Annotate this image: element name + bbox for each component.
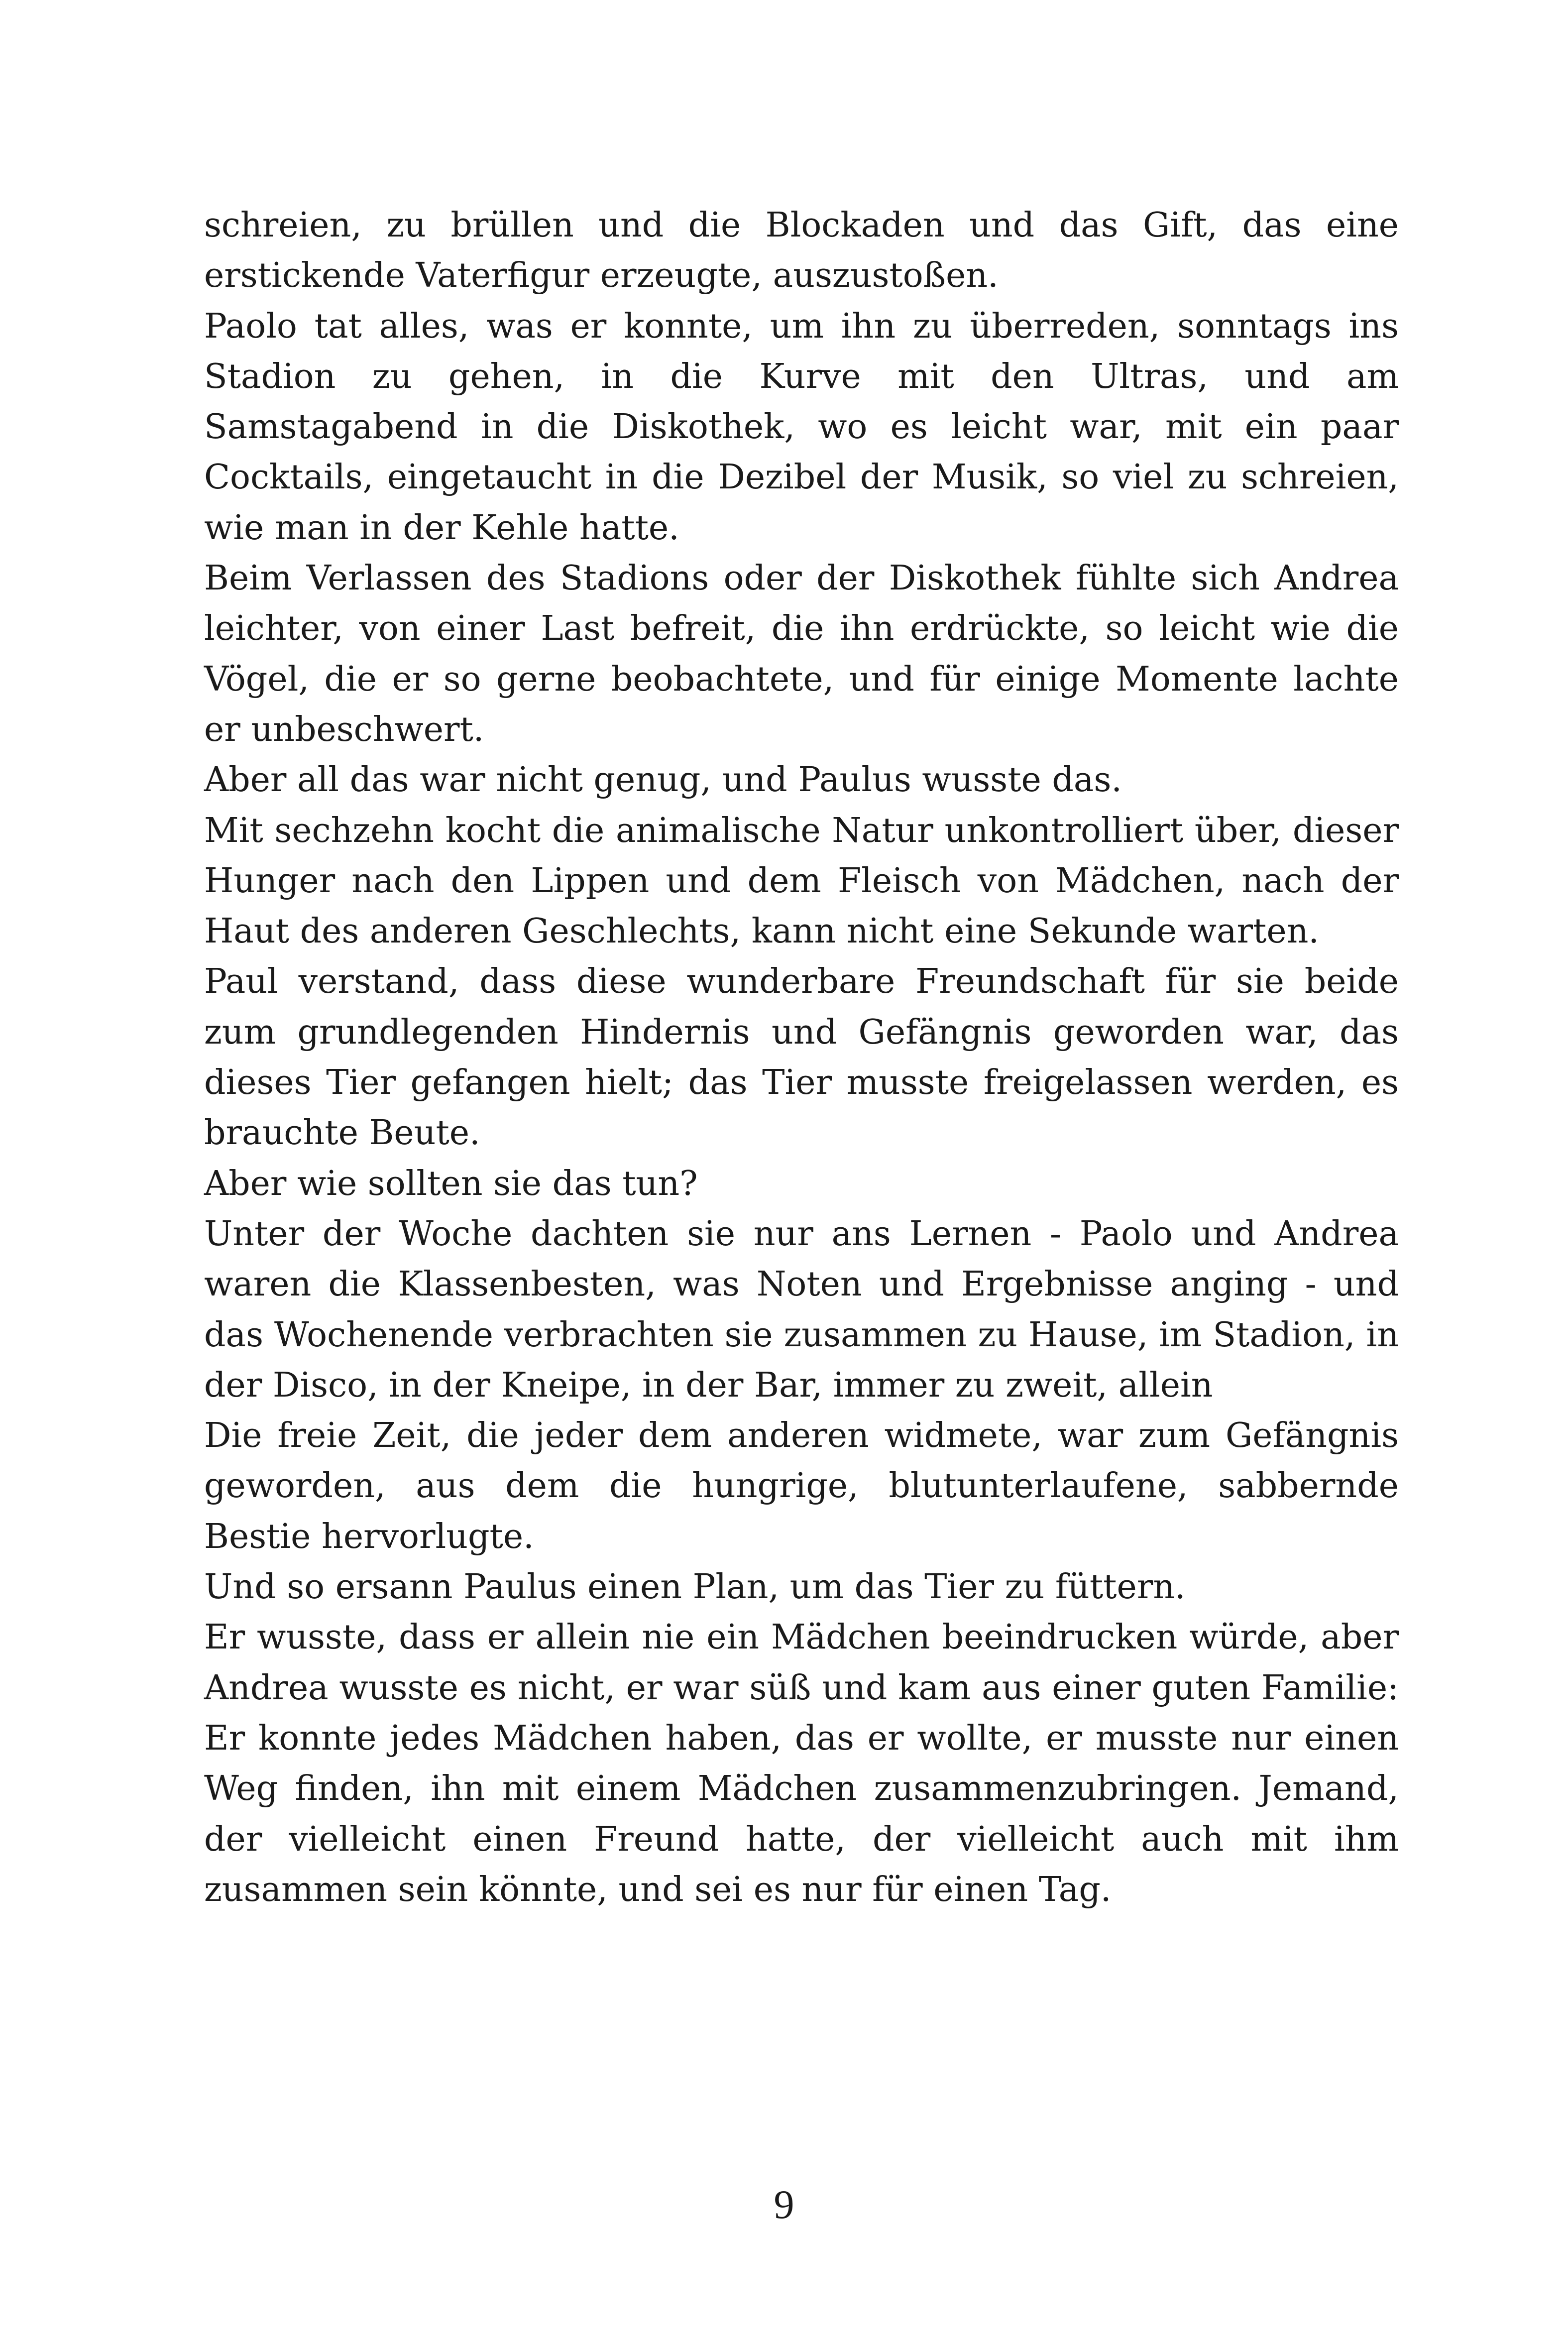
paragraph: Beim Verlassen des Stadions oder der Diskothek fühlte sich Andrea leichter, von einer Last befreit, die ihn erdrückte, so leicht wie die Vögel, die er so gerne beobachtete, und für einige Momente lachte er unbeschwert. xyxy=(204,559,1399,749)
body-text xyxy=(204,200,1399,1915)
paragraph: Paolo tat alles, was er konnte, um ihn zu überreden, sonntags ins Stadion zu gehen, in die Kurve mit den Ultras, und am Samstagabend in die Diskothek, wo es leicht war, mit ein paar Cocktails, eingetaucht in die Dezibel der Musik, so viel zu schreien, wie man in der Kehle hatte. xyxy=(204,306,1399,548)
paragraph: Mit sechzehn kocht die animalische Natur unkontrolliert über, dieser Hunger nach den Lippen und dem Fleisch von Mädchen, nach der Haut des anderen Geschlechts, kann nicht eine Sekunde warten. xyxy=(204,811,1399,951)
paragraph: Die freie Zeit, die jeder dem anderen widmete, war zum Gefängnis geworden, aus dem die hungrige, blutunterlaufene, sabbernde Bestie hervorlugte. xyxy=(204,1416,1399,1556)
paragraph: Und so ersann Paulus einen Plan, um das Tier zu füttern. xyxy=(204,1567,1186,1607)
paragraph: Aber all das war nicht genug, und Paulus wusste das. xyxy=(204,760,1122,800)
page-number: 9 xyxy=(774,2182,794,2227)
paragraph: Paul verstand, dass diese wunderbare Freundschaft für sie beide zum grundlegenden Hindernis und Gefängnis geworden war, das dieses Tier gefangen hielt; das Tier musste freigelassen werden, es brauchte Beute. xyxy=(204,962,1399,1153)
paragraph: Er wusste, dass er allein nie ein Mädchen beeindrucken würde, aber Andrea wusste es nicht, er war süß und kam aus einer guten Familie: Er konnte jedes Mädchen haben, das er wollte, er musste nur einen Weg finden, ihn mit einem Mädchen zusammenzubringen. Jemand, der vielleicht einen Freund hatte, der vielleicht auch mit ihm zusammen sein könnte, und sei es nur für einen Tag. xyxy=(204,1618,1399,1909)
paragraph: schreien, zu brüllen und die Blockaden und das Gift, das eine erstickende Vaterfigur erzeugte, auszustoßen. xyxy=(204,206,1399,296)
paragraph: Aber wie sollten sie das tun? xyxy=(204,1164,698,1203)
paragraph: Unter der Woche dachten sie nur ans Lernen - Paolo und Andrea waren die Klassenbesten, was Noten und Ergebnisse anging - und das Wochenende verbrachten sie zusammen zu Hause, im Stadion, in der Disco, in der Kneipe, in der Bar, immer zu zweit, allein xyxy=(204,1214,1399,1405)
